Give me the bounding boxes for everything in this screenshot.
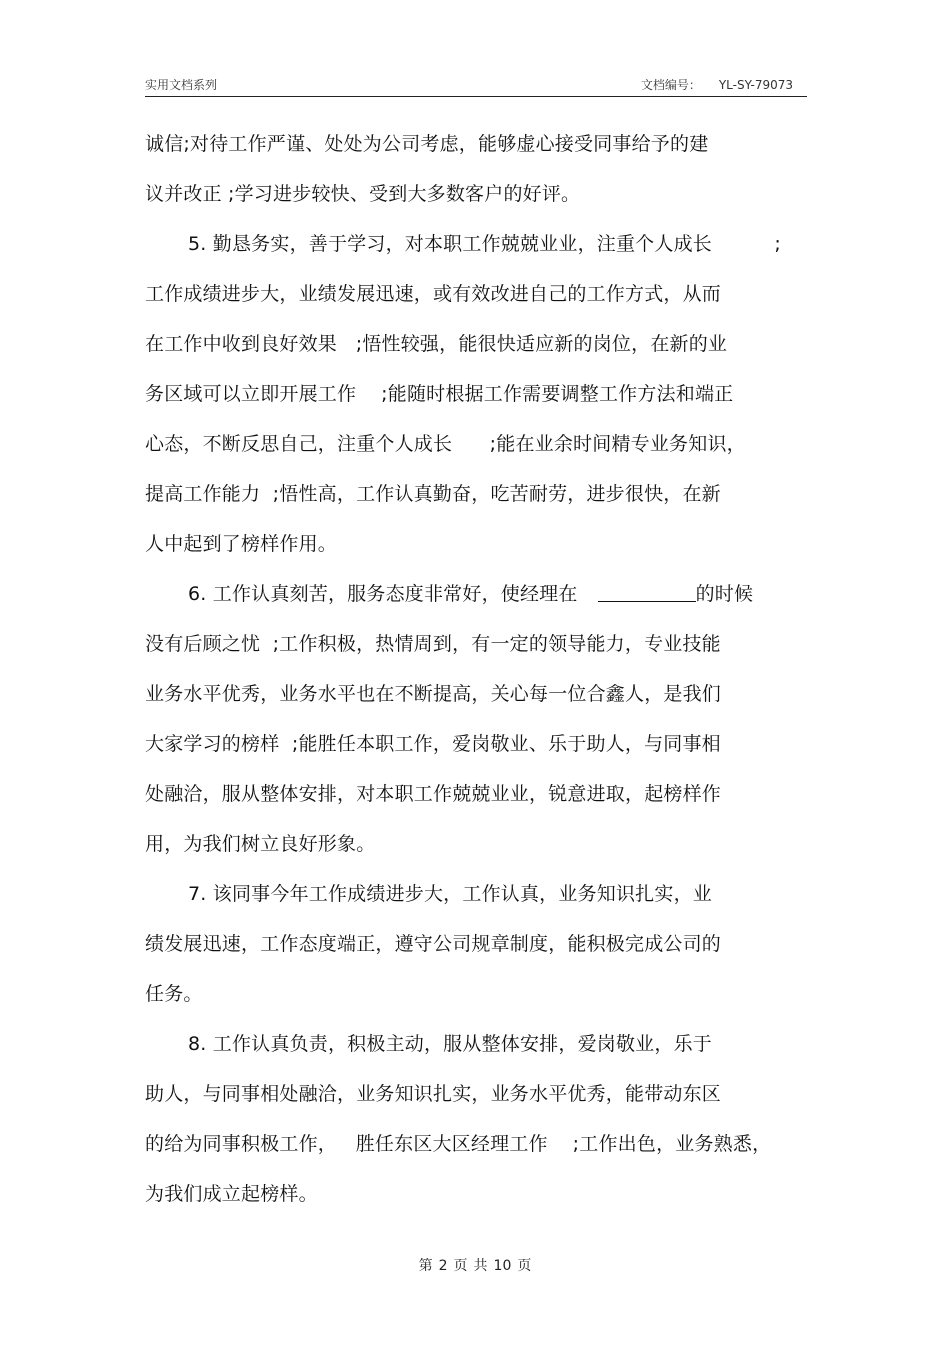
paragraph-7-start: 7. 该同事今年工作成绩进步大，工作认真，业务知识扎实，业 xyxy=(188,883,712,905)
total-page-number: 10 xyxy=(493,1258,512,1274)
text-line: 任务。 xyxy=(145,983,203,1005)
text-line: 心态，不断反思自己，注重个人成长 ;能在业余时间精专业务知识， xyxy=(145,433,746,455)
doc-number-code: YL-SY-79073 xyxy=(718,78,793,92)
text-segment: 6. 工作认真刻苦，服务态度非常好，使经理在 xyxy=(188,583,578,605)
text-line: 务区域可以立即开展工作 ;能随时根据工作需要调整工作方法和端正 xyxy=(145,383,734,405)
text-line: 提高工作能力 ;悟性高，工作认真勤奋，吃苦耐劳，进步很快，在新 xyxy=(145,483,721,505)
footer-ye: 页 xyxy=(517,1258,532,1274)
footer-ye: 页 xyxy=(453,1258,468,1274)
paragraph-6-start xyxy=(188,582,753,606)
text-line: 绩发展迅速，工作态度端正，遵守公司规章制度，能积极完成公司的 xyxy=(145,933,722,955)
text-line: 为我们成立起榜样。 xyxy=(145,1183,318,1205)
header-series-title: 实用文档系列 xyxy=(145,78,218,92)
current-page-number: 2 xyxy=(438,1258,448,1274)
text-line: 没有后顾之忧 ;工作积极，热情周到，有一定的领导能力，专业技能 xyxy=(145,633,721,655)
text-line: 在工作中收到良好效果 ;悟性较强，能很快适应新的岗位，在新的业 xyxy=(145,333,728,355)
text-line: 助人，与同事相处融洽，业务知识扎实，业务水平优秀，能带动东区 xyxy=(145,1083,722,1105)
text-line: 诚信;对待工作严谨、处处为公司考虑，能够虚心接受同事给予的建 xyxy=(145,133,709,155)
page-footer xyxy=(0,1255,950,1275)
footer-di: 第 xyxy=(418,1258,433,1274)
text-line: 大家学习的榜样 ;能胜任本职工作，爱岗敬业、乐于助人，与同事相 xyxy=(145,733,721,755)
page-header xyxy=(145,74,807,97)
footer-gong: 共 xyxy=(473,1258,488,1274)
text-line: 工作成绩进步大，业绩发展迅速，或有效改进自己的工作方式，从而 xyxy=(145,283,722,305)
text-line: 处融洽，服从整体安排，对本职工作兢兢业业，锐意进取，起榜样作 xyxy=(145,783,722,805)
paragraph-8-start: 8. 工作认真负责，积极主动，服从整体安排，爱岗敬业，乐于 xyxy=(188,1033,712,1055)
fill-in-blank xyxy=(598,583,696,602)
text-line: 人中起到了榜样作用。 xyxy=(145,533,338,555)
paragraph-5-start: 5. 勤恳务实，善于学习，对本职工作兢兢业业，注重个人成长 ; xyxy=(188,233,781,255)
doc-number-label: 文档编号： xyxy=(640,78,701,92)
text-segment: 的时候 xyxy=(695,583,754,605)
text-line: 议并改正 ;学习进步较快、受到大多数客户的好评。 xyxy=(145,183,581,205)
text-line: 业务水平优秀，业务水平也在不断提高，关心每一位合鑫人，是我们 xyxy=(145,683,722,705)
text-line: 用，为我们树立良好形象。 xyxy=(145,833,376,855)
text-line: 的给为同事积极工作， 胜任东区大区经理工作 ;工作出色，业务熟悉， xyxy=(145,1133,772,1155)
header-doc-number xyxy=(641,76,793,93)
